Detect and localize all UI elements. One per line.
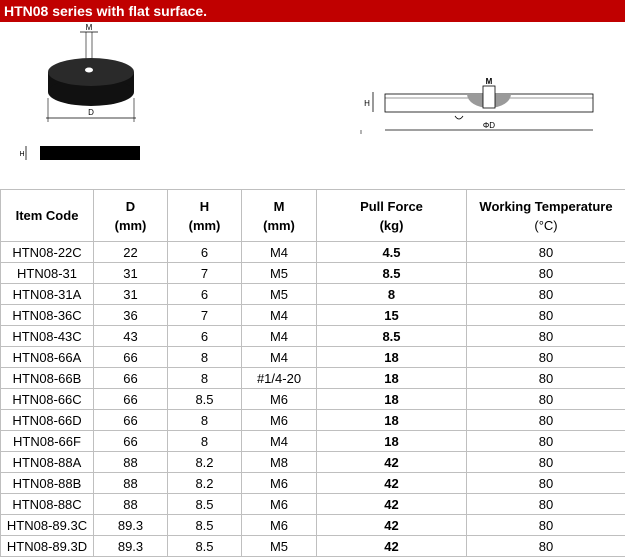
table-cell: 80 <box>467 305 625 326</box>
table-cell: 80 <box>467 410 625 431</box>
table-cell: 43 <box>94 326 168 347</box>
table-cell: 18 <box>317 431 467 452</box>
product-3d-drawing <box>0 22 170 182</box>
table-cell: HTN08-88A <box>1 452 94 473</box>
table-row <box>1 326 625 347</box>
table-cell: 66 <box>94 368 168 389</box>
table-cell: 7 <box>168 305 242 326</box>
table-row <box>1 347 625 368</box>
table-row <box>1 515 625 536</box>
m-dimension-label: M <box>486 77 493 86</box>
table-row <box>1 473 625 494</box>
table-row <box>1 305 625 326</box>
table-cell: M4 <box>242 431 317 452</box>
table-row <box>1 242 625 263</box>
table-row <box>1 410 625 431</box>
table-cell: 6 <box>168 242 242 263</box>
table-cell: 80 <box>467 326 625 347</box>
table-cell: 18 <box>317 368 467 389</box>
table-cell: 42 <box>317 536 467 557</box>
table-cell: HTN08-66F <box>1 431 94 452</box>
banner-title: HTN08 series with flat surface. <box>4 3 207 19</box>
table-cell: 66 <box>94 431 168 452</box>
table-cell: 80 <box>467 389 625 410</box>
header-h: H (mm) <box>168 190 242 242</box>
table-cell: HTN08-66C <box>1 389 94 410</box>
table-cell: 6 <box>168 326 242 347</box>
table-cell: HTN08-89.3D <box>1 536 94 557</box>
table-row <box>1 431 625 452</box>
table-cell: 80 <box>467 494 625 515</box>
table-cell: M6 <box>242 410 317 431</box>
table-cell: 80 <box>467 347 625 368</box>
table-cell: HTN08-89.3C <box>1 515 94 536</box>
table-cell: 8 <box>168 368 242 389</box>
table-cell: M5 <box>242 284 317 305</box>
table-cell: #1/4-20 <box>242 368 317 389</box>
table-cell: 8.2 <box>168 452 242 473</box>
table-cell: 8.5 <box>317 326 467 347</box>
table-cell: 66 <box>94 389 168 410</box>
table-cell: 8 <box>168 347 242 368</box>
m-label: M <box>86 23 93 32</box>
table-cell: 7 <box>168 263 242 284</box>
table-row <box>1 494 625 515</box>
header-d: D (mm) <box>94 190 168 242</box>
table-cell: 88 <box>94 494 168 515</box>
table-cell: M4 <box>242 242 317 263</box>
table-cell: 80 <box>467 452 625 473</box>
table-cell: HTN08-88B <box>1 473 94 494</box>
table-cell: 42 <box>317 515 467 536</box>
table-cell: 8 <box>168 431 242 452</box>
table-cell: 8 <box>317 284 467 305</box>
table-cell: 42 <box>317 452 467 473</box>
d-dimension-label: ΦD <box>483 121 495 130</box>
table-cell: 42 <box>317 473 467 494</box>
table-cell: M6 <box>242 473 317 494</box>
table-cell: 80 <box>467 284 625 305</box>
header-pull-force: Pull Force (kg) <box>317 190 467 242</box>
table-row <box>1 284 625 305</box>
table-cell: 4.5 <box>317 242 467 263</box>
header-row <box>1 190 625 242</box>
table-cell: M6 <box>242 389 317 410</box>
table-cell: 88 <box>94 473 168 494</box>
table-cell: M8 <box>242 452 317 473</box>
table-cell: 18 <box>317 347 467 368</box>
table-cell: 8.5 <box>168 515 242 536</box>
h-dimension-label: H <box>364 99 370 108</box>
table-cell: 89.3 <box>94 536 168 557</box>
h-label: H <box>19 151 24 158</box>
table-cell: M6 <box>242 515 317 536</box>
table-cell: M6 <box>242 494 317 515</box>
specs-table <box>0 189 625 557</box>
table-cell: 66 <box>94 347 168 368</box>
header-m: M (mm) <box>242 190 317 242</box>
header-working-temperature: Working Temperature (°C) <box>467 190 625 242</box>
table-cell: 8.5 <box>168 536 242 557</box>
table-cell: 18 <box>317 410 467 431</box>
table-row <box>1 389 625 410</box>
table-cell: 22 <box>94 242 168 263</box>
table-cell: 8.5 <box>168 389 242 410</box>
table-cell: 66 <box>94 410 168 431</box>
table-cell: HTN08-22C <box>1 242 94 263</box>
table-cell: 80 <box>467 368 625 389</box>
table-cell: HTN08-36C <box>1 305 94 326</box>
table-row <box>1 452 625 473</box>
table-cell: 31 <box>94 263 168 284</box>
table-cell: 8.5 <box>168 494 242 515</box>
table-cell: 80 <box>467 242 625 263</box>
table-cell: 80 <box>467 473 625 494</box>
table-cell: HTN08-66D <box>1 410 94 431</box>
table-cell: 15 <box>317 305 467 326</box>
table-cell: 8.5 <box>317 263 467 284</box>
table-row <box>1 536 625 557</box>
table-cell: M4 <box>242 347 317 368</box>
table-cell: HTN08-31A <box>1 284 94 305</box>
table-cell: M4 <box>242 305 317 326</box>
title-banner <box>0 0 625 22</box>
table-cell: M5 <box>242 536 317 557</box>
table-cell: 36 <box>94 305 168 326</box>
table-cell: 80 <box>467 263 625 284</box>
table-row <box>1 368 625 389</box>
table-cell: HTN08-66B <box>1 368 94 389</box>
table-cell: 89.3 <box>94 515 168 536</box>
header-item-code: Item Code <box>1 190 94 242</box>
table-cell: 80 <box>467 515 625 536</box>
table-cell: 80 <box>467 431 625 452</box>
table-cell: HTN08-43C <box>1 326 94 347</box>
d-label: D <box>88 108 94 117</box>
table-cell: HTN08-31 <box>1 263 94 284</box>
table-cell: 8.2 <box>168 473 242 494</box>
table-cell: M5 <box>242 263 317 284</box>
table-cell: 42 <box>317 494 467 515</box>
table-row <box>1 263 625 284</box>
table-cell: 88 <box>94 452 168 473</box>
table-cell: HTN08-66A <box>1 347 94 368</box>
table-cell: M4 <box>242 326 317 347</box>
cross-section-drawing <box>355 72 600 142</box>
table-cell: HTN08-88C <box>1 494 94 515</box>
table-cell: 8 <box>168 410 242 431</box>
table-cell: 31 <box>94 284 168 305</box>
table-cell: 18 <box>317 389 467 410</box>
table-cell: 80 <box>467 536 625 557</box>
table-cell: 6 <box>168 284 242 305</box>
